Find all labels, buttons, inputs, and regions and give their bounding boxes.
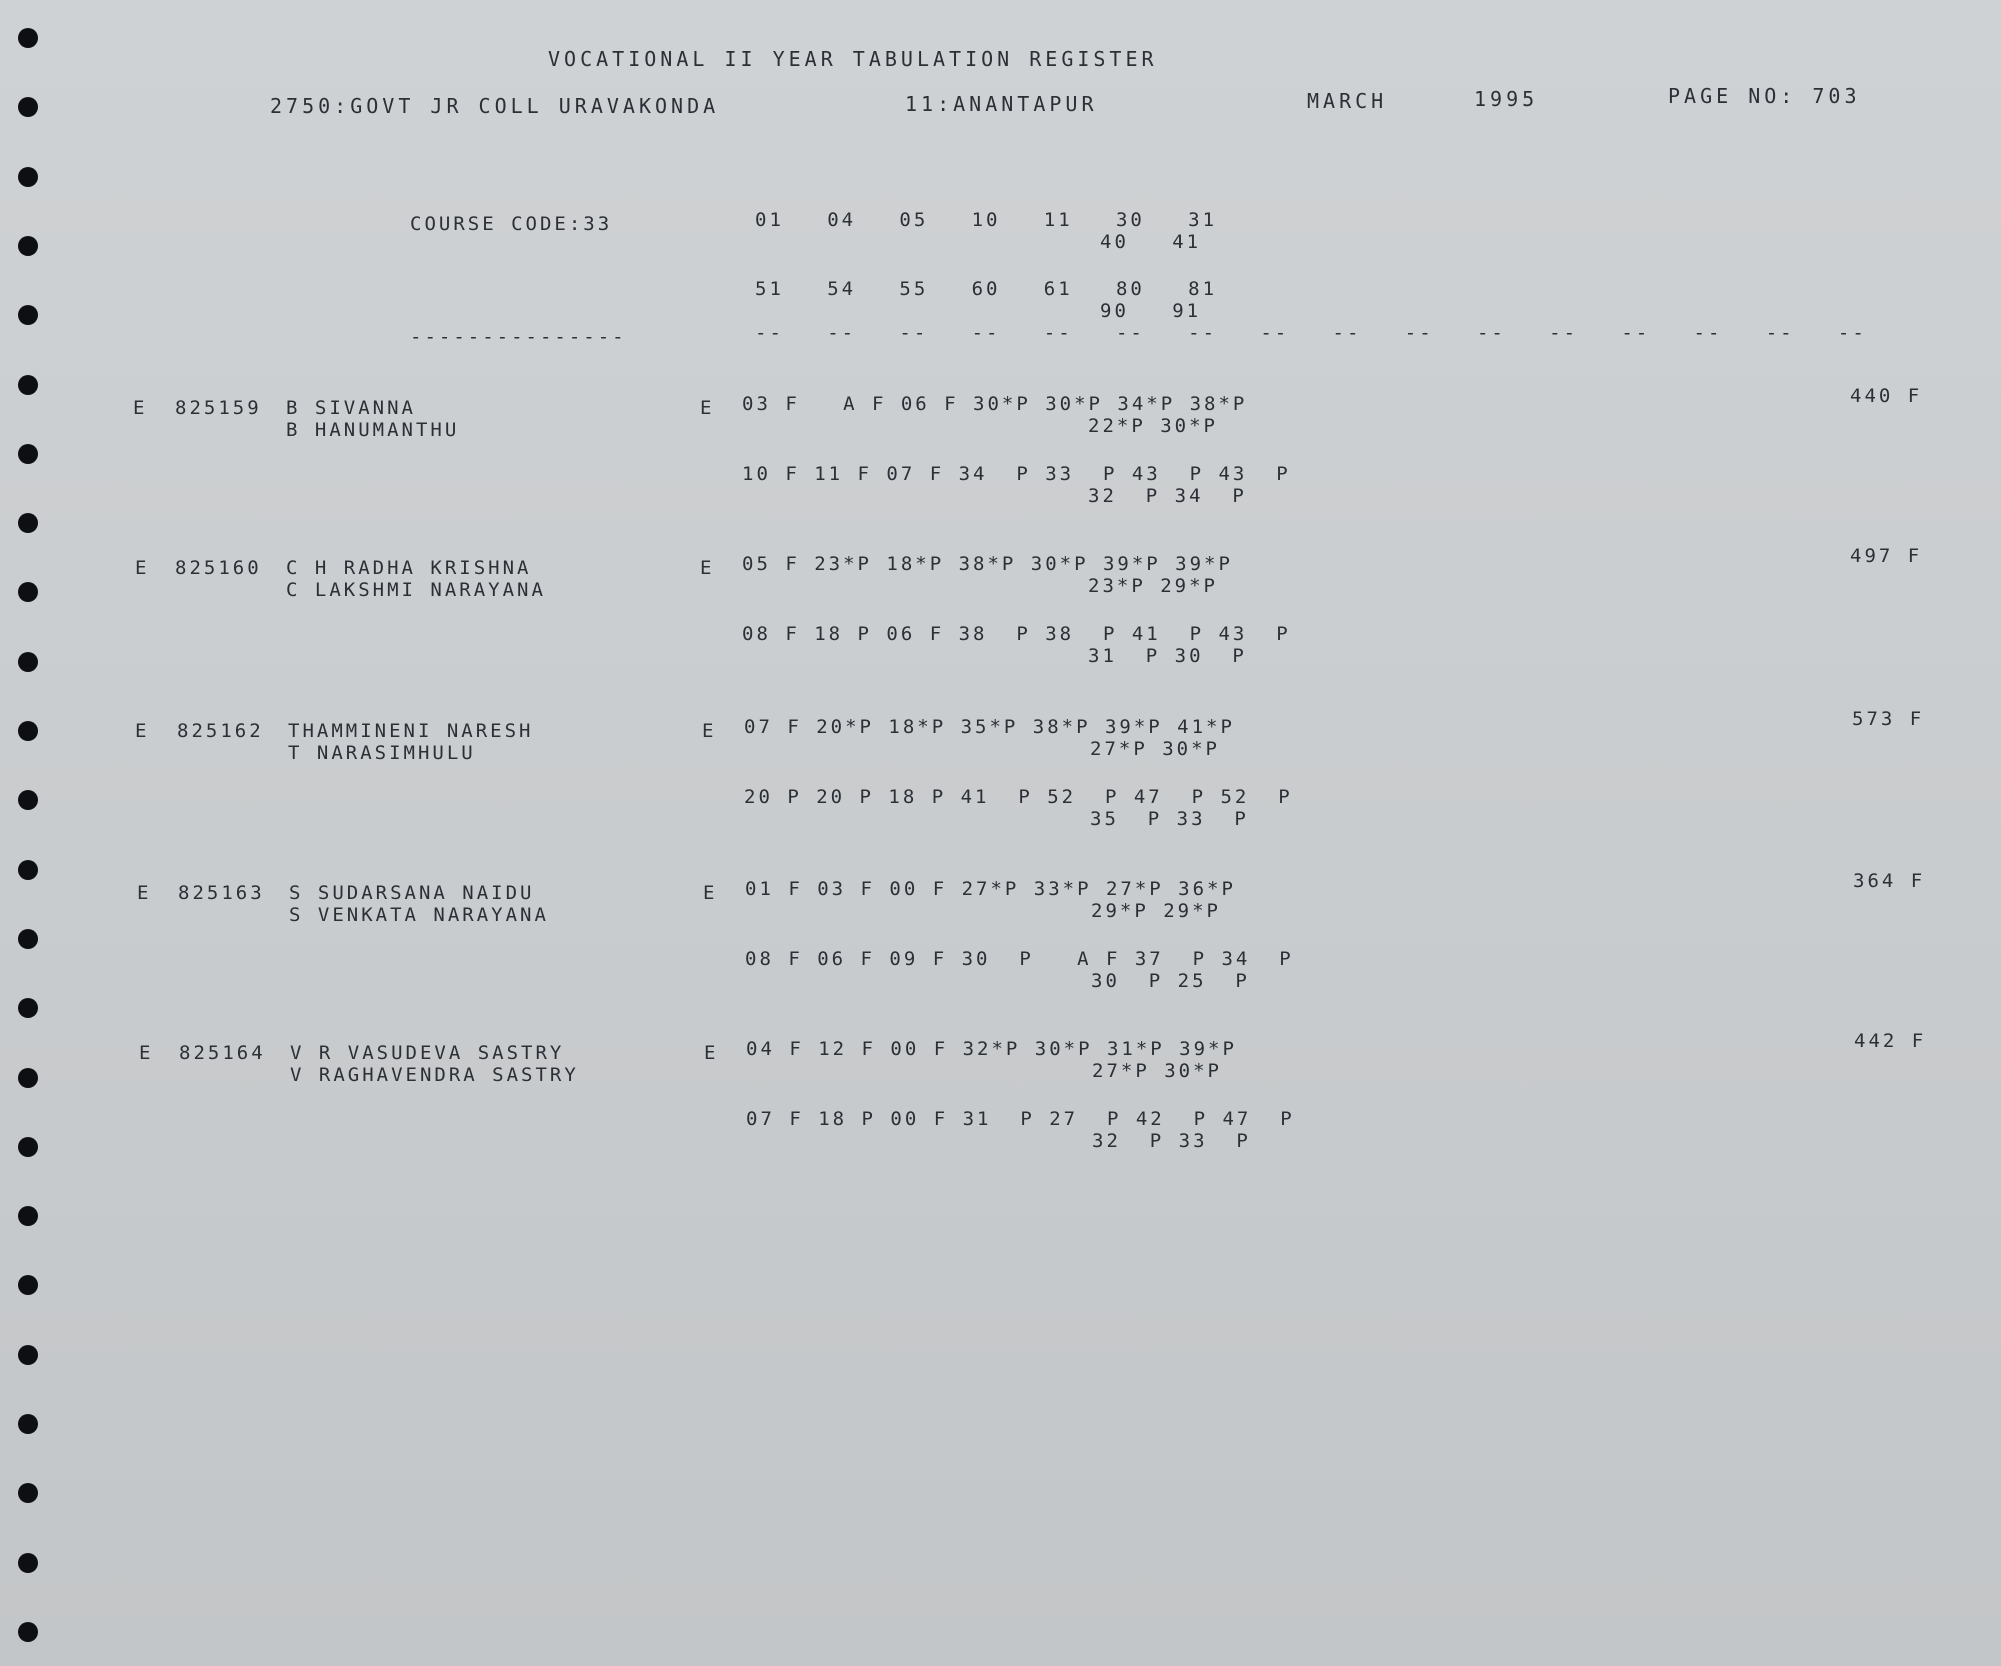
feed-hole [18,1553,38,1573]
feed-hole [18,513,38,533]
subject-codes-row-2: 51 54 55 60 61 80 81 [755,278,1218,300]
register-title: VOCATIONAL II YEAR TABULATION REGISTER [548,47,1158,71]
marks-line-1: 03 F A F 06 F 30*P 30*P 34*P 38*P [742,393,1248,415]
marks-line-2b: 35 P 33 P [1090,808,1249,830]
marks-line-2: 20 P 20 P 18 P 41 P 52 P 47 P 52 P [744,786,1293,808]
feed-hole [18,721,38,741]
course-code-label: COURSE CODE:33 [410,213,613,235]
feed-hole [18,1068,38,1088]
marks-line-1b: 27*P 30*P [1092,1060,1222,1082]
record-status: E [133,397,148,419]
student-name: B SIVANNA [286,397,416,419]
father-name: S VENKATA NARAYANA [289,904,549,926]
total-result: 364 F [1853,870,1926,892]
roll-number: 825163 [178,882,265,904]
marks-flag: E [704,1042,719,1064]
marks-line-2b: 30 P 25 P [1091,970,1250,992]
tractor-feed-holes [18,0,48,1666]
marks-flag: E [700,397,715,419]
district-name: 11:ANANTAPUR [905,92,1098,116]
roll-number: 825162 [177,720,264,742]
feed-hole [18,1622,38,1642]
feed-hole [18,860,38,880]
marks-flag: E [700,557,715,579]
marks-line-2b: 31 P 30 P [1088,645,1247,667]
feed-hole [18,790,38,810]
feed-hole [18,1345,38,1365]
marks-line-2: 07 F 18 P 00 F 31 P 27 P 42 P 47 P [746,1108,1295,1130]
marks-line-1: 07 F 20*P 18*P 35*P 38*P 39*P 41*P [744,716,1235,738]
feed-hole [18,236,38,256]
student-name: THAMMINENI NARESH [288,720,534,742]
roll-number: 825160 [175,557,262,579]
marks-flag: E [703,882,718,904]
exam-month: MARCH [1307,89,1388,113]
feed-hole [18,167,38,187]
feed-hole [18,1483,38,1503]
marks-line-1: 04 F 12 F 00 F 32*P 30*P 31*P 39*P [746,1038,1237,1060]
record-status: E [135,557,150,579]
total-result: 497 F [1850,545,1923,567]
father-name: T NARASIMHULU [288,742,476,764]
feed-hole [18,1206,38,1226]
total-result: 442 F [1854,1030,1927,1052]
student-name: V R VASUDEVA SASTRY [290,1042,565,1064]
feed-hole [18,652,38,672]
marks-line-2: 10 F 11 F 07 F 34 P 33 P 43 P 43 P [742,463,1291,485]
feed-hole [18,444,38,464]
feed-hole [18,929,38,949]
marks-line-2b: 32 P 33 P [1092,1130,1251,1152]
marks-line-1b: 29*P 29*P [1091,900,1221,922]
feed-hole [18,582,38,602]
marks-flag: E [702,720,717,742]
feed-hole [18,1275,38,1295]
record-status: E [139,1042,154,1064]
marks-line-1b: 22*P 30*P [1088,415,1218,437]
feed-hole [18,1137,38,1157]
total-result: 440 F [1850,385,1923,407]
exam-year: 1995 [1474,87,1539,111]
feed-hole [18,375,38,395]
college-name: 2750:GOVT JR COLL URAVAKONDA [270,94,720,118]
column-dashes: -- -- -- -- -- -- -- -- -- -- -- -- -- -- -- -- [755,322,1867,344]
marks-line-1: 05 F 23*P 18*P 38*P 30*P 39*P 39*P [742,553,1233,575]
marks-line-1: 01 F 03 F 00 F 27*P 33*P 27*P 36*P [745,878,1236,900]
subject-codes-row-1: 01 04 05 10 11 30 31 [755,209,1218,231]
course-underline: --------------- [410,326,627,348]
marks-line-1b: 27*P 30*P [1090,738,1220,760]
feed-hole [18,28,38,48]
father-name: B HANUMANTHU [286,419,460,441]
roll-number: 825159 [175,397,262,419]
student-name: C H RADHA KRISHNA [286,557,532,579]
total-result: 573 F [1852,708,1925,730]
marks-line-2: 08 F 18 P 06 F 38 P 38 P 41 P 43 P [742,623,1291,645]
father-name: C LAKSHMI NARAYANA [286,579,546,601]
father-name: V RAGHAVENDRA SASTRY [290,1064,579,1086]
record-status: E [135,720,150,742]
marks-line-1b: 23*P 29*P [1088,575,1218,597]
subject-codes-row-2b: 90 91 [1100,300,1202,322]
subject-codes-row-1b: 40 41 [1100,231,1202,253]
feed-hole [18,1414,38,1434]
feed-hole [18,97,38,117]
feed-hole [18,998,38,1018]
record-status: E [137,882,152,904]
page-number: PAGE NO: 703 [1668,84,1861,108]
marks-line-2: 08 F 06 F 09 F 30 P A F 37 P 34 P [745,948,1294,970]
student-name: S SUDARSANA NAIDU [289,882,535,904]
feed-hole [18,305,38,325]
roll-number: 825164 [179,1042,266,1064]
marks-line-2b: 32 P 34 P [1088,485,1247,507]
